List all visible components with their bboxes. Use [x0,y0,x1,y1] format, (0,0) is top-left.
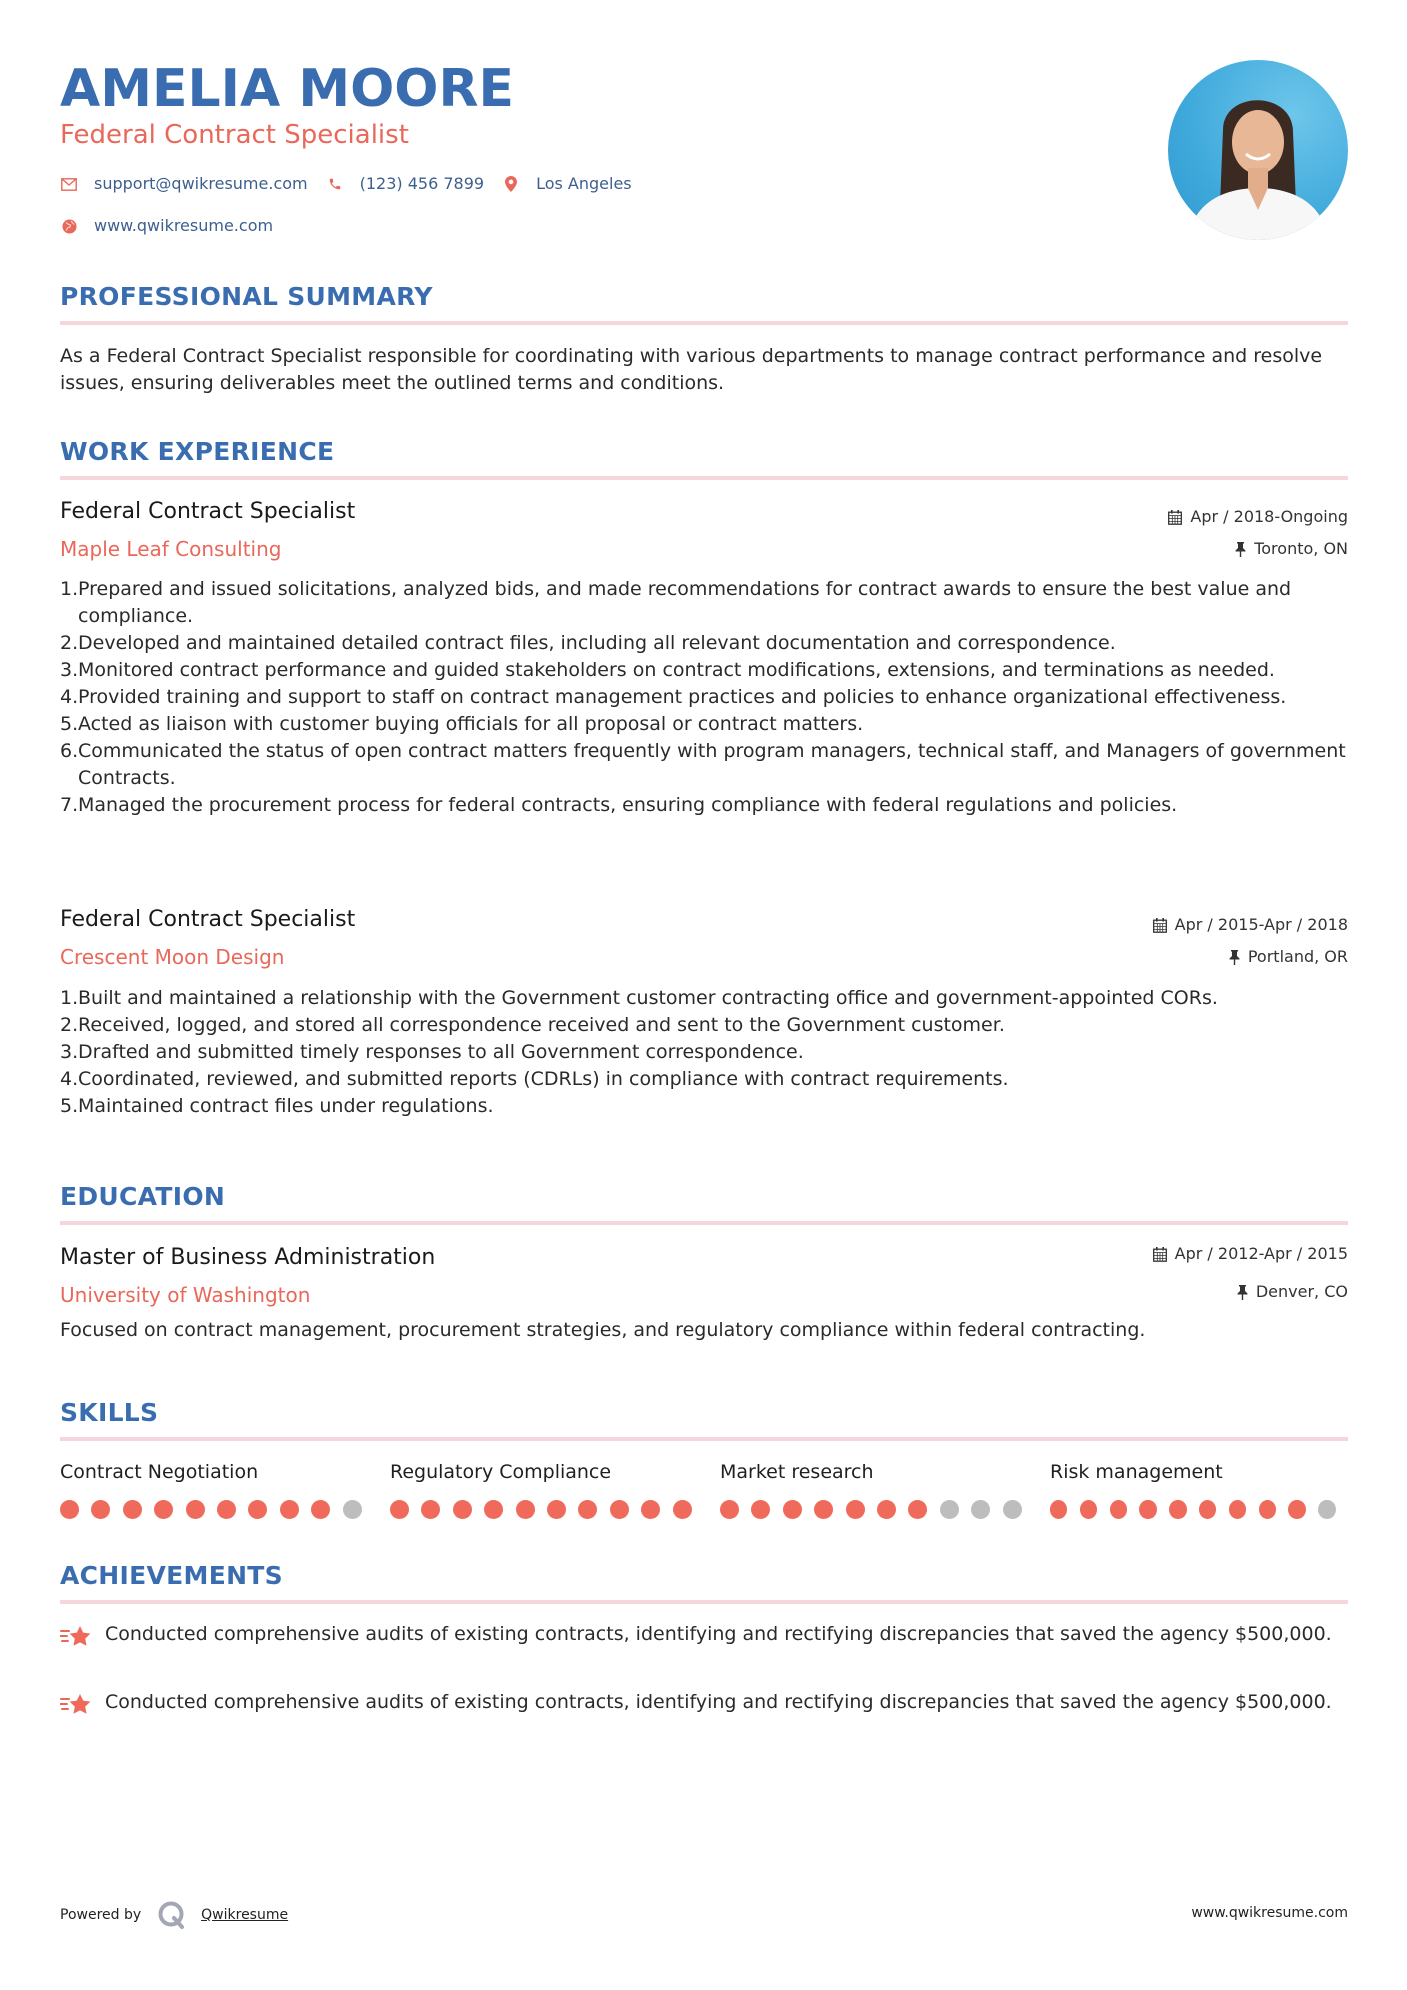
rating-dot-filled [217,1500,236,1519]
list-item: 1. Built and maintained a relationship with the Government customer contracting office and government-appointed CORs. [60,987,1218,1009]
rating-dot-filled [846,1500,865,1519]
pushpin-icon [1235,542,1246,557]
degree-title: Master of Business Administration [60,1245,436,1270]
education-description: Focused on contract management, procurement strategies, and regulatory compliance within federal contracting. [60,1319,1146,1341]
candidate-name: AMELIA MOORE [60,59,515,119]
qwikresume-link[interactable]: Qwikresume [201,1907,289,1923]
rating-dot-filled [60,1500,79,1519]
job-location [1235,538,1348,560]
skill-rating [390,1500,720,1519]
section-divider [60,476,1348,480]
rating-dot-filled [280,1500,299,1519]
rating-dot-filled [91,1500,110,1519]
contact-phone[interactable] [326,173,484,195]
achievement-item [60,1689,1348,1725]
list-item: 4. Coordinated, reviewed, and submitted reports (CDRLs) in compliance with contract requirements. [60,1068,1009,1090]
rating-dot-filled [311,1500,330,1519]
job-title: Federal Contract Specialist [60,907,356,932]
education-dates-text: Apr / 2012-Apr / 2015 [1174,1244,1348,1263]
location-text: Los Angeles [536,174,632,193]
section-divider [60,1437,1348,1441]
rating-dot-filled [610,1500,629,1519]
contact-row [60,173,650,195]
rating-dot-empty [971,1500,990,1519]
list-item: 3. Drafted and submitted timely responses to all Government correspondence. [60,1041,804,1063]
job-location [1229,946,1348,968]
star-achievement-icon [60,1621,105,1657]
rating-dot-filled [1229,1500,1246,1519]
globe-icon [60,217,78,235]
rating-dot-filled [248,1500,267,1519]
rating-dot-filled [673,1500,692,1519]
rating-dot-filled [877,1500,896,1519]
achievement-text: Conducted comprehensive audits of existing contracts, identifying and rectifying discrepancies that saved the agency $500,000. [105,1691,1332,1713]
skill-item [1050,1458,1348,1519]
rating-dot-filled [720,1500,739,1519]
rating-dot-empty [1318,1500,1335,1519]
contact-row-website [60,215,291,237]
company-name: Maple Leaf Consulting [60,537,282,561]
star-achievement-icon [60,1689,105,1725]
calendar-icon [1153,1247,1167,1262]
job-bullets [60,576,1348,819]
contact-website[interactable] [60,215,273,237]
powered-by-label: Powered by [60,1907,142,1923]
rating-dot-filled [1139,1500,1156,1519]
skill-rating [720,1500,1050,1519]
section-heading-achievements: ACHIEVEMENTS [60,1561,283,1590]
rating-dot-filled [390,1500,409,1519]
skill-rating [1050,1500,1348,1519]
job-dates-text: Apr / 2015-Apr / 2018 [1174,915,1348,934]
candidate-title: Federal Contract Specialist [60,120,409,150]
company-name: Crescent Moon Design [60,945,285,969]
education-location [1237,1281,1348,1303]
skill-item [390,1458,720,1519]
rating-dot-filled [154,1500,173,1519]
section-divider [60,1600,1348,1604]
skill-name: Contract Negotiation [60,1461,259,1483]
profile-photo [1168,60,1348,240]
rating-dot-filled [641,1500,660,1519]
job-bullets [60,985,1348,1120]
skill-rating [60,1500,390,1519]
rating-dot-filled [1080,1500,1097,1519]
skill-item [720,1458,1050,1519]
job-title: Federal Contract Specialist [60,499,356,524]
footer-website[interactable]: www.qwikresume.com [1191,1905,1348,1921]
rating-dot-empty [940,1500,959,1519]
pushpin-icon [1229,950,1240,965]
rating-dot-filled [783,1500,802,1519]
rating-dot-filled [123,1500,142,1519]
contact-email[interactable] [60,173,308,195]
list-item: 5. Maintained contract files under regulations. [60,1095,494,1117]
rating-dot-filled [484,1500,503,1519]
rating-dot-filled [547,1500,566,1519]
list-item: 1. Prepared and issued solicitations, analyzed bids, and made recommendations for contract awards to ensure the best value and compliance. [60,578,1292,627]
section-divider [60,321,1348,325]
section-heading-summary: PROFESSIONAL SUMMARY [60,282,433,311]
phone-icon [326,175,344,193]
achievement-text: Conducted comprehensive audits of existing contracts, identifying and rectifying discrepancies that saved the agency $500,000. [105,1623,1332,1645]
rating-dot-filled [1288,1500,1305,1519]
list-item: 2. Received, logged, and stored all correspondence received and sent to the Government customer. [60,1014,1005,1036]
rating-dot-filled [751,1500,770,1519]
list-item: 5. Acted as liaison with customer buying officials for all proposal or contract matters. [60,713,864,735]
rating-dot-filled [814,1500,833,1519]
qwikresume-logo-icon [157,1900,187,1930]
contact-location [502,173,632,195]
skill-item [60,1458,390,1519]
email-text[interactable]: support@qwikresume.com [94,174,308,193]
list-item: 4. Provided training and support to staff on contract management practices and policies to enhance organizational effectiveness. [60,686,1287,708]
summary-text: As a Federal Contract Specialist responsible for coordinating with various departments to manage contract performance and resolve issues, ensuring deliverables meet the outlined terms and conditions. [60,345,1323,394]
rating-dot-filled [908,1500,927,1519]
calendar-icon [1168,510,1182,525]
education-location-text: Denver, CO [1255,1282,1348,1301]
job-location-text: Toronto, ON [1254,539,1348,558]
rating-dot-filled [421,1500,440,1519]
job-dates [1168,506,1348,528]
education-dates [1153,1243,1348,1265]
achievement-item [60,1621,1348,1657]
rating-dot-filled [186,1500,205,1519]
skill-name: Risk management [1050,1461,1223,1483]
section-heading-experience: WORK EXPERIENCE [60,437,335,466]
resume-page [60,0,1348,1990]
skill-name: Market research [720,1461,874,1483]
rating-dot-filled [453,1500,472,1519]
calendar-icon [1153,918,1167,933]
pushpin-icon [1237,1285,1248,1300]
job-dates [1153,914,1348,936]
list-item: 2. Developed and maintained detailed contract files, including all relevant documentation and correspondence. [60,632,1116,654]
rating-dot-filled [516,1500,535,1519]
website-text[interactable]: www.qwikresume.com [94,216,274,235]
rating-dot-filled [578,1500,597,1519]
rating-dot-filled [1169,1500,1186,1519]
rating-dot-empty [1003,1500,1022,1519]
footer-powered-by [60,1900,288,1930]
map-pin-icon [502,175,520,193]
list-item: 7. Managed the procurement process for federal contracts, ensuring compliance with federal regulations and policies. [60,794,1178,816]
job-location-text: Portland, OR [1247,947,1348,966]
job-dates-text: Apr / 2018-Ongoing [1190,507,1348,526]
phone-text[interactable]: (123) 456 7899 [359,174,485,193]
section-divider [60,1221,1348,1225]
skill-name: Regulatory Compliance [390,1461,612,1483]
school-name: University of Washington [60,1283,311,1307]
section-heading-education: EDUCATION [60,1182,226,1211]
list-item: 6. Communicated the status of open contract matters frequently with program managers, technical staff, and Managers of government Contracts. [60,740,1346,789]
list-item: 3. Monitored contract performance and guided stakeholders on contract modifications, extensions, and terminations as needed. [60,659,1275,681]
section-heading-skills: SKILLS [60,1398,159,1427]
rating-dot-filled [1199,1500,1216,1519]
envelope-icon [60,175,78,193]
rating-dot-empty [343,1500,362,1519]
rating-dot-filled [1110,1500,1127,1519]
rating-dot-filled [1259,1500,1276,1519]
rating-dot-filled [1050,1500,1067,1519]
skills-grid [60,1458,1348,1519]
